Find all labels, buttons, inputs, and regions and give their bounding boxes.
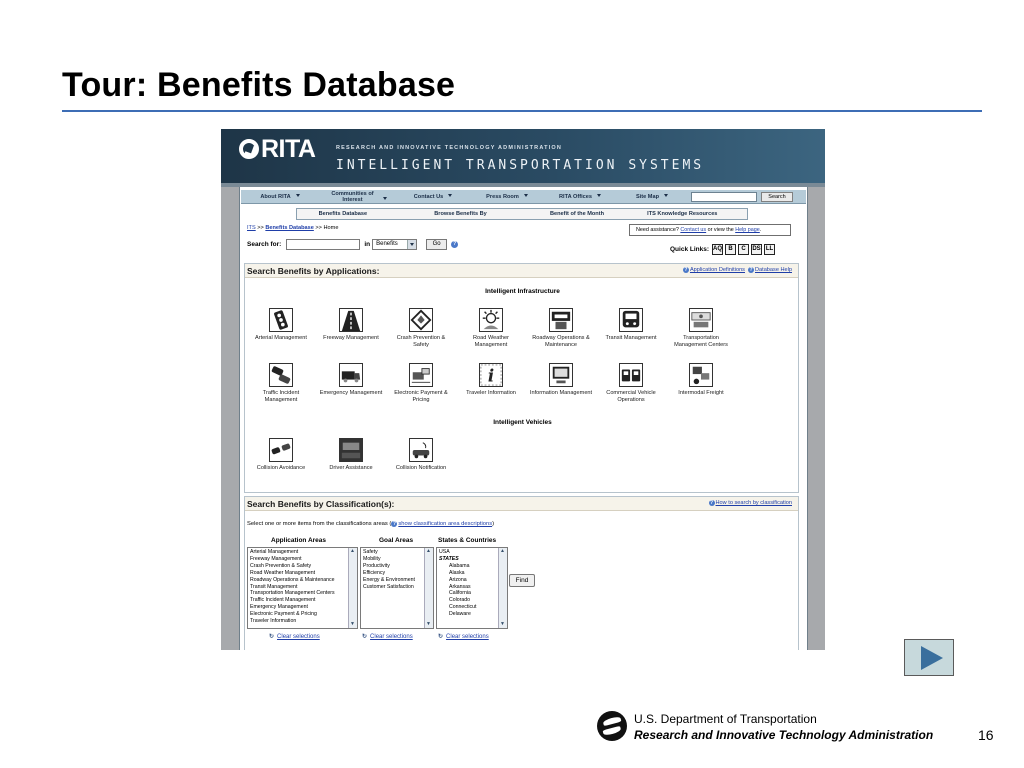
list-item[interactable]: Arizona xyxy=(449,576,467,583)
its-title: INTELLIGENT TRANSPORTATION SYSTEMS xyxy=(336,158,705,173)
list-item[interactable]: Safety xyxy=(363,549,378,555)
slide-title: Tour: Benefits Database xyxy=(62,66,456,104)
app-arterial-management[interactable] xyxy=(249,308,313,342)
rita-subtitle: RESEARCH AND INNOVATIVE TECHNOLOGY ADMINISTRATION xyxy=(336,145,563,151)
page-body xyxy=(239,187,808,650)
clear-states-link[interactable] xyxy=(438,633,489,640)
classification-title: Search Benefits by Classification(s): xyxy=(247,499,395,509)
listbox-scrollbar[interactable] xyxy=(424,548,433,628)
app-label: Traffic Incident Management xyxy=(262,390,300,403)
subnav-label: Benefit of the Month xyxy=(549,211,605,217)
application-areas-listbox[interactable] xyxy=(247,547,358,629)
in-label: in xyxy=(364,241,371,248)
list-item[interactable]: Alaska xyxy=(449,569,465,576)
app-roadway-operations[interactable] xyxy=(529,308,593,349)
states-group-label: STATES xyxy=(439,555,459,562)
footer-agency: Research and Innovative Technology Administration xyxy=(634,728,934,742)
footer-dept: U.S. Department of Transportation xyxy=(634,712,817,726)
rita-logo-icon xyxy=(239,139,259,159)
states-heading: States & Countries xyxy=(438,537,497,544)
quick-link-aq[interactable]: AQ xyxy=(712,244,723,255)
find-button[interactable]: Find xyxy=(509,574,535,587)
collision-icon xyxy=(269,438,293,462)
list-item[interactable]: Arterial Management xyxy=(250,549,299,555)
rita-banner xyxy=(221,129,825,187)
list-item[interactable]: Freeway Management xyxy=(250,555,302,562)
clear-app-areas-link[interactable] xyxy=(269,633,320,640)
list-item[interactable]: Emergency Management xyxy=(250,604,308,611)
application-areas-heading: Application Areas xyxy=(271,537,327,544)
app-label: Roadway Operations & Maintenance xyxy=(532,335,590,348)
clear-label: Clear selections xyxy=(370,634,413,640)
help-icon: ? xyxy=(392,521,396,527)
website-screenshot xyxy=(221,129,825,650)
control-center-icon xyxy=(689,308,713,332)
dot-logo xyxy=(597,711,627,741)
applications-section xyxy=(244,263,799,493)
app-label: Freeway Management xyxy=(323,335,379,341)
list-item[interactable]: Arkansas xyxy=(449,583,471,590)
list-item[interactable]: Roadway Operations & Maintenance xyxy=(250,576,335,583)
refresh-icon: ↻ xyxy=(269,634,275,640)
warning-sign-icon xyxy=(409,308,433,332)
application-definitions-link[interactable]: Application Definitions xyxy=(689,267,745,273)
nav-communities[interactable] xyxy=(319,191,395,203)
app-electronic-payment[interactable] xyxy=(389,363,453,404)
app-label: Collision Avoidance xyxy=(256,465,306,471)
help-icon[interactable]: ? xyxy=(453,241,457,247)
intro-text: ) xyxy=(492,521,495,527)
nav-label: Contact Us xyxy=(413,193,444,200)
computer-icon xyxy=(549,363,573,387)
nav-press-room[interactable] xyxy=(471,194,543,200)
listbox-scrollbar[interactable] xyxy=(348,548,357,628)
app-freeway-management[interactable] xyxy=(319,308,383,342)
rita-logo-text: RITA xyxy=(261,135,316,163)
nav-label: Communities of Interest xyxy=(331,190,374,203)
states-listbox[interactable] xyxy=(436,547,508,629)
quick-link-c[interactable]: C xyxy=(738,244,749,255)
infrastructure-title: Intelligent Infrastructure xyxy=(485,288,560,295)
freeway-icon xyxy=(339,308,363,332)
breadcrumb xyxy=(247,225,338,231)
applications-links xyxy=(680,267,792,273)
info-icon xyxy=(479,363,503,387)
app-crash-prevention[interactable] xyxy=(389,308,453,349)
car-crash-icon xyxy=(269,363,293,387)
title-rule xyxy=(62,110,982,112)
subnav-browse-benefits[interactable] xyxy=(434,211,507,217)
quick-link-ds[interactable]: DS xyxy=(751,244,762,255)
app-information-management[interactable] xyxy=(529,363,593,397)
help-box xyxy=(629,224,791,236)
sub-nav xyxy=(296,208,748,220)
help-icon: ? xyxy=(749,267,753,273)
list-item[interactable]: California xyxy=(449,590,471,597)
app-collision-notification[interactable] xyxy=(389,438,453,472)
list-item[interactable]: Energy & Environment xyxy=(363,576,415,583)
list-item[interactable]: Customer Satisfaction xyxy=(363,583,414,590)
clear-label: Clear selections xyxy=(446,634,489,640)
dashboard-icon xyxy=(339,438,363,462)
nav-label: Press Room xyxy=(486,193,519,200)
list-item[interactable]: Crash Prevention & Safety xyxy=(250,562,312,569)
search-label: Search for: xyxy=(247,241,282,248)
app-collision-avoidance[interactable] xyxy=(249,438,313,472)
clear-goal-areas-link[interactable] xyxy=(362,633,413,640)
search-for-input[interactable] xyxy=(286,239,360,250)
top-nav xyxy=(241,190,806,204)
how-to-search-link[interactable]: How to search by classification xyxy=(715,500,792,506)
app-label: Driver Assistance xyxy=(329,465,373,471)
toll-payment-icon xyxy=(409,363,433,387)
help-text: or view the xyxy=(706,227,736,233)
app-label: Information Management xyxy=(529,390,593,396)
search-scope-select[interactable] xyxy=(372,239,417,250)
subnav-benefits-database[interactable] xyxy=(319,211,392,217)
quick-links-label: Quick Links: xyxy=(670,246,710,253)
list-item[interactable]: Transit Management xyxy=(250,583,298,590)
nav-about-rita[interactable] xyxy=(241,194,319,200)
rita-logo[interactable] xyxy=(239,135,315,164)
help-icon: ? xyxy=(684,267,688,273)
app-traffic-incident[interactable] xyxy=(249,363,313,404)
caret-down-icon xyxy=(524,194,528,197)
list-item[interactable]: Efficiency xyxy=(363,569,386,576)
app-traveler-information[interactable] xyxy=(459,363,523,397)
select-value: Benefits xyxy=(376,241,398,247)
site-search-input[interactable] xyxy=(691,192,757,202)
app-label: Transit Management xyxy=(605,335,657,341)
subnav-label: Browse Benefits By xyxy=(434,211,487,217)
subnav-label: ITS Knowledge Resources xyxy=(647,211,718,217)
applications-header xyxy=(245,264,798,278)
app-label: Emergency Management xyxy=(319,390,383,396)
breadcrumb-sep: >> xyxy=(255,225,266,231)
classification-header xyxy=(245,497,798,511)
quick-link-b[interactable]: B xyxy=(725,244,736,255)
app-tmc[interactable] xyxy=(669,308,733,349)
list-item[interactable]: Transportation Management Centers xyxy=(250,590,335,597)
goal-areas-listbox[interactable] xyxy=(360,547,434,629)
subnav-label: Benefits Database xyxy=(318,211,368,217)
database-help-link[interactable]: Database Help xyxy=(754,267,792,273)
applications-title: Search Benefits by Applications: xyxy=(247,266,380,276)
list-item[interactable]: Traveler Information xyxy=(250,618,297,625)
list-item[interactable]: Alabama xyxy=(449,562,470,569)
app-emergency-management[interactable] xyxy=(319,363,383,397)
breadcrumb-home: Home xyxy=(323,225,339,231)
nav-site-map[interactable] xyxy=(617,194,687,200)
list-item[interactable]: Electronic Payment & Pricing xyxy=(250,611,317,618)
vehicles-title: Intelligent Vehicles xyxy=(493,419,552,426)
breadcrumb-its[interactable]: ITS xyxy=(247,225,256,231)
nav-label: About RITA xyxy=(260,193,291,200)
help-text: . xyxy=(759,227,762,233)
refresh-icon: ↻ xyxy=(362,634,368,640)
subnav-benefit-month[interactable] xyxy=(550,211,604,217)
subnav-its-knowledge[interactable] xyxy=(647,211,725,217)
app-driver-assistance[interactable] xyxy=(319,438,383,472)
show-descriptions-link[interactable]: show classification area descriptions xyxy=(398,521,493,527)
app-label: Intermodal Freight xyxy=(678,390,724,396)
classification-intro xyxy=(247,521,494,527)
refresh-icon: ↻ xyxy=(438,634,444,640)
contact-us-link[interactable]: Contact us xyxy=(680,227,707,233)
weather-sun-icon xyxy=(479,308,503,332)
breadcrumb-sep: >> xyxy=(313,225,324,231)
app-road-weather[interactable] xyxy=(459,308,523,349)
benefit-search-row xyxy=(247,239,458,250)
chevron-down-icon xyxy=(407,240,416,249)
help-icon: ? xyxy=(709,500,714,506)
list-item[interactable]: Road Weather Management xyxy=(250,569,316,576)
nav-label: Site Map xyxy=(635,193,659,200)
list-item[interactable]: USA xyxy=(439,549,450,555)
freight-icon xyxy=(689,363,713,387)
help-page-link[interactable]: Help page xyxy=(735,227,760,233)
site-search-button[interactable]: Search xyxy=(761,192,793,202)
work-zone-icon xyxy=(549,308,573,332)
nav-label: RITA Offices xyxy=(559,193,592,200)
traffic-signal-icon xyxy=(269,308,293,332)
list-item[interactable]: Traffic Incident Management xyxy=(250,597,316,604)
list-item[interactable]: Connecticut xyxy=(449,604,477,611)
ambulance-icon xyxy=(339,363,363,387)
classification-links xyxy=(706,500,792,506)
goal-areas-heading: Goal Areas xyxy=(379,537,414,544)
app-label: Transportation Management Centers xyxy=(674,335,728,348)
app-label: Road Weather Management xyxy=(473,335,509,348)
caret-down-icon xyxy=(664,194,668,197)
svg-text:i: i xyxy=(487,366,495,386)
list-item[interactable]: Delaware xyxy=(449,611,471,618)
listbox-scrollbar[interactable] xyxy=(498,548,507,628)
app-transit-management[interactable] xyxy=(599,308,663,342)
nav-rita-offices[interactable] xyxy=(543,194,617,200)
car-signal-icon xyxy=(409,438,433,462)
breadcrumb-benefits-db[interactable]: Benefits Database xyxy=(265,225,314,231)
app-intermodal-freight[interactable] xyxy=(669,363,733,397)
app-label: Arterial Management xyxy=(255,335,307,341)
bus-icon xyxy=(619,308,643,332)
go-button[interactable]: Go xyxy=(426,239,447,250)
list-item[interactable]: Productivity xyxy=(363,562,390,569)
quick-links xyxy=(670,244,775,255)
classification-section xyxy=(244,496,799,650)
list-item[interactable]: Colorado xyxy=(449,597,471,604)
app-label: Electronic Payment & Pricing xyxy=(394,390,448,403)
caret-down-icon xyxy=(448,194,452,197)
app-label: Collision Notification xyxy=(395,465,447,471)
caret-down-icon xyxy=(296,194,300,197)
app-label: Commercial Vehicle Operations xyxy=(606,390,656,403)
nav-contact-us[interactable] xyxy=(395,194,471,200)
intro-text: Select one or more items from the classifications areas ( xyxy=(247,521,392,527)
page-number: 16 xyxy=(978,727,994,743)
app-label: Traveler Information xyxy=(466,390,516,396)
app-commercial-vehicle[interactable] xyxy=(599,363,663,404)
caret-down-icon xyxy=(597,194,601,197)
app-label: Crash Prevention & Safety xyxy=(396,335,446,348)
list-item[interactable]: Mobility xyxy=(363,555,381,562)
next-slide-button[interactable] xyxy=(904,639,954,676)
help-text: Need assistance? xyxy=(636,227,681,233)
quick-link-ll[interactable]: LL xyxy=(764,244,775,255)
truck-icon xyxy=(619,363,643,387)
clear-label: Clear selections xyxy=(277,634,320,640)
caret-down-icon xyxy=(383,197,387,200)
